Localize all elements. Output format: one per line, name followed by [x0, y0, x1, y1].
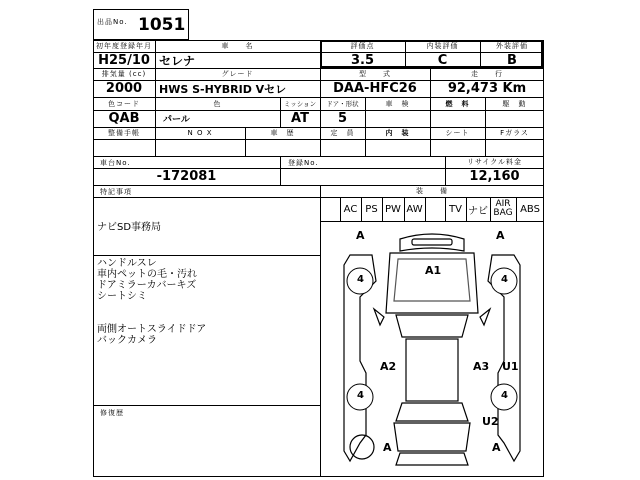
recycle-fee-value: 12,160 — [469, 169, 520, 184]
notes-label: 特記事項 — [100, 188, 132, 196]
fuel-value — [430, 110, 485, 127]
model-value: DAA-HFC26 — [333, 81, 417, 96]
equip-navi: ナビ — [468, 205, 488, 217]
equip-ac: AC — [343, 203, 358, 215]
transmission-value: AT — [291, 111, 309, 126]
repair-history-label: 修復歴 — [100, 409, 124, 417]
notes-block-2 — [97, 258, 197, 302]
equip-ps: PS — [365, 203, 378, 215]
note-line: バックカメラ — [97, 335, 157, 346]
displacement-label: 排気量 (cc) — [101, 70, 147, 78]
lot-number: 1051 — [138, 15, 186, 35]
car-name-label: 車 名 — [221, 42, 254, 50]
exterior-grade-label: 外装評価 — [496, 42, 528, 50]
exterior-grade-value: B — [507, 52, 517, 68]
note-line: ナビSD事務局 — [97, 222, 162, 233]
mileage-label: 走 行 — [471, 70, 503, 78]
fuel-label: 燃 料 — [445, 99, 470, 108]
note-line: ドアミラーカバーキズ — [97, 280, 197, 291]
color-code-value: QAB — [108, 111, 140, 126]
tire-rear-right: 4 — [501, 390, 508, 401]
seat-label: シート — [445, 129, 470, 137]
color-label: 色 — [213, 99, 222, 108]
interior-grade-value: C — [437, 52, 448, 68]
equip-pw: PW — [385, 203, 401, 215]
tire-rear-left: 4 — [357, 390, 364, 401]
drive-value — [485, 110, 544, 127]
grade-label: グレード — [221, 70, 254, 78]
mark-front-left: A — [356, 229, 365, 242]
inspection-label: 車 検 — [385, 99, 410, 108]
inspection-value — [365, 110, 430, 127]
registration-label: 登録No. — [288, 159, 319, 167]
mark-rear-left: A — [383, 441, 392, 454]
mark-roof: A1 — [425, 264, 442, 277]
note-line: シートシミ — [97, 291, 147, 302]
chassis-label: 車台No. — [100, 159, 131, 167]
tire-front-right: 4 — [501, 274, 508, 285]
mark-front-right: A — [496, 229, 505, 242]
car-diagram — [320, 221, 544, 477]
history-label: 車 歴 — [270, 129, 295, 137]
notes-block-3 — [97, 324, 206, 346]
mark-rear-right: A — [492, 441, 501, 454]
transmission-label: ミッション — [283, 100, 317, 108]
mark-left-side: A2 — [380, 360, 397, 373]
note-line: ハンドルスレ — [97, 258, 157, 269]
equip-tv: TV — [449, 203, 462, 215]
note-line: 両側オートスライドドア — [97, 324, 207, 335]
interior-label: 内 装 — [385, 129, 410, 137]
mark-right-side: A3 — [473, 360, 490, 373]
color-value: パール — [163, 115, 190, 125]
color-code-label: 色コード — [108, 99, 140, 108]
doors-label: ドア・形状 — [326, 100, 359, 108]
score-value: 3.5 — [350, 52, 375, 68]
first-registration-value: H25/10 — [98, 52, 150, 68]
equipment-label: 装 備 — [416, 187, 448, 195]
note-line: 車内ペットの毛・汚れ — [97, 269, 197, 280]
lot-box — [93, 9, 189, 40]
equip-aw: AW — [406, 203, 423, 215]
tire-front-left: 4 — [357, 274, 364, 285]
mileage-value: 92,473 Km — [447, 81, 527, 96]
equip-abs: ABS — [520, 203, 540, 215]
car-name-value: セレナ — [159, 53, 196, 68]
model-label: 型 式 — [359, 70, 391, 78]
notes-block-1 — [97, 222, 161, 233]
registration-value — [280, 168, 445, 185]
displacement-value: 2000 — [105, 81, 143, 96]
lot-label: 出品No. — [97, 18, 128, 26]
nox-label: N O X — [187, 129, 213, 137]
maintenance-book-label: 整備手帳 — [108, 129, 140, 137]
front-glass-label: Fガラス — [500, 129, 529, 137]
equip-airbag: AIR BAG — [493, 199, 513, 218]
drive-label: 駆 動 — [502, 99, 527, 108]
recycle-fee-label: リサイクル料金 — [466, 158, 523, 166]
mark-right-rear-panel: U1 — [502, 360, 519, 373]
capacity-label: 定 員 — [330, 129, 355, 137]
first-registration-label: 初年度登録年月 — [96, 42, 152, 50]
doors-value: 5 — [337, 111, 348, 126]
score-label: 評価点 — [350, 42, 375, 50]
chassis-value: -172081 — [156, 169, 217, 184]
grade-value: HWS S-HYBRID Vセレ — [159, 82, 287, 96]
mark-rear-bumper: U2 — [482, 415, 499, 428]
interior-grade-label: 内装評価 — [426, 42, 459, 50]
